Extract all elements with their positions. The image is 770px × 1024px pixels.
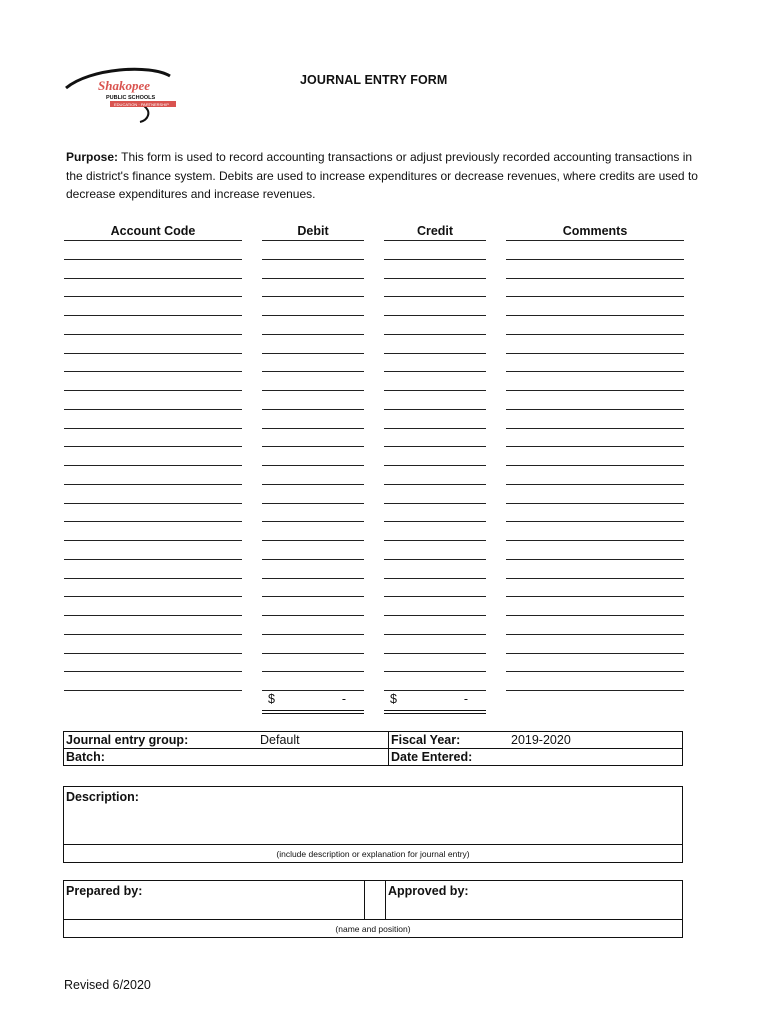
debit-line[interactable] bbox=[262, 484, 364, 485]
approved-by-label: Approved by: bbox=[388, 884, 469, 898]
debit-line[interactable] bbox=[262, 521, 364, 522]
credit-line[interactable] bbox=[384, 465, 486, 466]
fiscal-year-value[interactable]: 2019-2020 bbox=[509, 732, 683, 749]
account-code-line[interactable] bbox=[64, 484, 242, 485]
signoff-spacer bbox=[365, 881, 386, 920]
debit-line[interactable] bbox=[262, 409, 364, 410]
form-title: JOURNAL ENTRY FORM bbox=[300, 73, 448, 87]
account-code-line[interactable] bbox=[64, 353, 242, 354]
comments-line[interactable] bbox=[506, 278, 684, 279]
school-logo bbox=[60, 66, 184, 124]
comments-line[interactable] bbox=[506, 353, 684, 354]
account-code-line[interactable] bbox=[64, 334, 242, 335]
credit-line[interactable] bbox=[384, 446, 486, 447]
credit-line[interactable] bbox=[384, 390, 486, 391]
credit-line[interactable] bbox=[384, 690, 486, 691]
debit-line[interactable] bbox=[262, 596, 364, 597]
debit-line[interactable] bbox=[262, 446, 364, 447]
comments-line[interactable] bbox=[506, 521, 684, 522]
debit-total-currency: $ bbox=[268, 692, 275, 706]
comments-line[interactable] bbox=[506, 559, 684, 560]
credit-line[interactable] bbox=[384, 521, 486, 522]
credit-line[interactable] bbox=[384, 484, 486, 485]
account-code-line[interactable] bbox=[64, 371, 242, 372]
credit-line[interactable] bbox=[384, 559, 486, 560]
account-code-line[interactable] bbox=[64, 690, 242, 691]
credit-total bbox=[384, 692, 486, 710]
comments-line[interactable] bbox=[506, 390, 684, 391]
account-code-line[interactable] bbox=[64, 446, 242, 447]
account-code-line[interactable] bbox=[64, 653, 242, 654]
account-code-line[interactable] bbox=[64, 540, 242, 541]
account-code-line[interactable] bbox=[64, 559, 242, 560]
debit-line[interactable] bbox=[262, 615, 364, 616]
comments-line bbox=[506, 240, 684, 241]
comments-line[interactable] bbox=[506, 690, 684, 691]
debit-line[interactable] bbox=[262, 690, 364, 691]
credit-line[interactable] bbox=[384, 615, 486, 616]
debit-line[interactable] bbox=[262, 259, 364, 260]
debit-total-underline-2 bbox=[262, 713, 364, 714]
debit-total-underline-1 bbox=[262, 710, 364, 711]
account-code-line[interactable] bbox=[64, 390, 242, 391]
purpose-text: This form is used to record accounting transactions or adjust previously recorded accounting transactions in the district's finance system. Debits are used to increase expenditures or decrease revenues, where credits are used to decrease expenditures and increase revenues. bbox=[66, 150, 698, 201]
journal-group-label: Journal entry group: bbox=[64, 732, 259, 749]
debit-header: Debit bbox=[297, 224, 329, 238]
credit-total-currency: $ bbox=[390, 692, 397, 706]
svg-text:EDUCATION · PARTNERSHIP: EDUCATION · PARTNERSHIP bbox=[114, 102, 169, 107]
credit-line[interactable] bbox=[384, 353, 486, 354]
comments-line[interactable] bbox=[506, 540, 684, 541]
comments-line[interactable] bbox=[506, 653, 684, 654]
comments-line[interactable] bbox=[506, 315, 684, 316]
prepared-by-label: Prepared by: bbox=[66, 884, 143, 898]
credit-line[interactable] bbox=[384, 296, 486, 297]
purpose-paragraph bbox=[66, 148, 706, 204]
comments-line[interactable] bbox=[506, 615, 684, 616]
debit-line[interactable] bbox=[262, 559, 364, 560]
comments-line[interactable] bbox=[506, 334, 684, 335]
account-code-line[interactable] bbox=[64, 428, 242, 429]
revision-note: Revised 6/2020 bbox=[64, 978, 151, 992]
comments-line[interactable] bbox=[506, 465, 684, 466]
account-code-line[interactable] bbox=[64, 503, 242, 504]
credit-total-underline-1 bbox=[384, 710, 486, 711]
signoff-hint: (name and position) bbox=[64, 920, 683, 938]
account-code-line[interactable] bbox=[64, 578, 242, 579]
credit-line[interactable] bbox=[384, 371, 486, 372]
account-code-line[interactable] bbox=[64, 259, 242, 260]
comments-line[interactable] bbox=[506, 259, 684, 260]
comments-line[interactable] bbox=[506, 596, 684, 597]
comments-line[interactable] bbox=[506, 634, 684, 635]
account-code-line[interactable] bbox=[64, 521, 242, 522]
debit-line[interactable] bbox=[262, 353, 364, 354]
credit-line[interactable] bbox=[384, 334, 486, 335]
credit-total-underline-2 bbox=[384, 713, 486, 714]
account-code-line bbox=[64, 240, 242, 241]
comments-header: Comments bbox=[562, 224, 628, 238]
account-code-line[interactable] bbox=[64, 278, 242, 279]
credit-line[interactable] bbox=[384, 578, 486, 579]
account-code-line[interactable] bbox=[64, 409, 242, 410]
account-code-line[interactable] bbox=[64, 615, 242, 616]
journal-group-value[interactable]: Default bbox=[258, 732, 389, 749]
debit-line[interactable] bbox=[262, 315, 364, 316]
credit-header: Credit bbox=[416, 224, 454, 238]
credit-line[interactable] bbox=[384, 409, 486, 410]
account-code-line[interactable] bbox=[64, 634, 242, 635]
comments-line[interactable] bbox=[506, 503, 684, 504]
debit-line[interactable] bbox=[262, 653, 364, 654]
debit-line[interactable] bbox=[262, 540, 364, 541]
svg-text:Shakopee: Shakopee bbox=[98, 78, 150, 93]
credit-line[interactable] bbox=[384, 540, 486, 541]
fiscal-year-label: Fiscal Year: bbox=[389, 732, 510, 749]
comments-line[interactable] bbox=[506, 371, 684, 372]
debit-line[interactable] bbox=[262, 578, 364, 579]
purpose-label: Purpose: bbox=[66, 150, 119, 164]
debit-total-amount: - bbox=[341, 692, 346, 706]
comments-line[interactable] bbox=[506, 578, 684, 579]
batch-field[interactable] bbox=[258, 749, 389, 766]
credit-line[interactable] bbox=[384, 428, 486, 429]
debit-line[interactable] bbox=[262, 334, 364, 335]
debit-line[interactable] bbox=[262, 278, 364, 279]
credit-line[interactable] bbox=[384, 596, 486, 597]
comments-line[interactable] bbox=[506, 446, 684, 447]
batch-label: Batch: bbox=[64, 749, 259, 766]
credit-line[interactable] bbox=[384, 315, 486, 316]
debit-line[interactable] bbox=[262, 465, 364, 466]
debit-total bbox=[262, 692, 364, 710]
account-code-line[interactable] bbox=[64, 596, 242, 597]
date-entered-label: Date Entered: bbox=[389, 749, 510, 766]
account-code-line[interactable] bbox=[64, 296, 242, 297]
signoff-box bbox=[63, 880, 683, 938]
comments-line[interactable] bbox=[506, 296, 684, 297]
description-field[interactable] bbox=[64, 787, 683, 845]
debit-line[interactable] bbox=[262, 671, 364, 672]
comments-line[interactable] bbox=[506, 671, 684, 672]
svg-text:PUBLIC SCHOOLS: PUBLIC SCHOOLS bbox=[106, 95, 156, 101]
account-code-line[interactable] bbox=[64, 671, 242, 672]
account-code-line[interactable] bbox=[64, 465, 242, 466]
debit-line[interactable] bbox=[262, 503, 364, 504]
debit-line[interactable] bbox=[262, 296, 364, 297]
account-code-line[interactable] bbox=[64, 315, 242, 316]
debit-line[interactable] bbox=[262, 428, 364, 429]
prepared-by-field[interactable] bbox=[64, 881, 365, 920]
description-label: Description: bbox=[66, 790, 139, 804]
credit-line[interactable] bbox=[384, 671, 486, 672]
debit-line[interactable] bbox=[262, 371, 364, 372]
debit-line[interactable] bbox=[262, 634, 364, 635]
credit-total-amount: - bbox=[463, 692, 468, 706]
approved-by-field[interactable] bbox=[386, 881, 683, 920]
description-hint: (include description or explanation for journal entry) bbox=[64, 845, 683, 863]
debit-line bbox=[262, 240, 364, 241]
date-entered-field[interactable] bbox=[509, 749, 683, 766]
credit-line[interactable] bbox=[384, 278, 486, 279]
comments-line[interactable] bbox=[506, 409, 684, 410]
debit-line[interactable] bbox=[262, 390, 364, 391]
credit-line[interactable] bbox=[384, 634, 486, 635]
description-box bbox=[63, 786, 683, 863]
entry-info-box bbox=[63, 731, 683, 766]
credit-line bbox=[384, 240, 486, 241]
credit-line[interactable] bbox=[384, 653, 486, 654]
credit-line[interactable] bbox=[384, 503, 486, 504]
credit-line[interactable] bbox=[384, 259, 486, 260]
account-code-header: Account Code bbox=[110, 224, 196, 238]
comments-line[interactable] bbox=[506, 428, 684, 429]
comments-line[interactable] bbox=[506, 484, 684, 485]
